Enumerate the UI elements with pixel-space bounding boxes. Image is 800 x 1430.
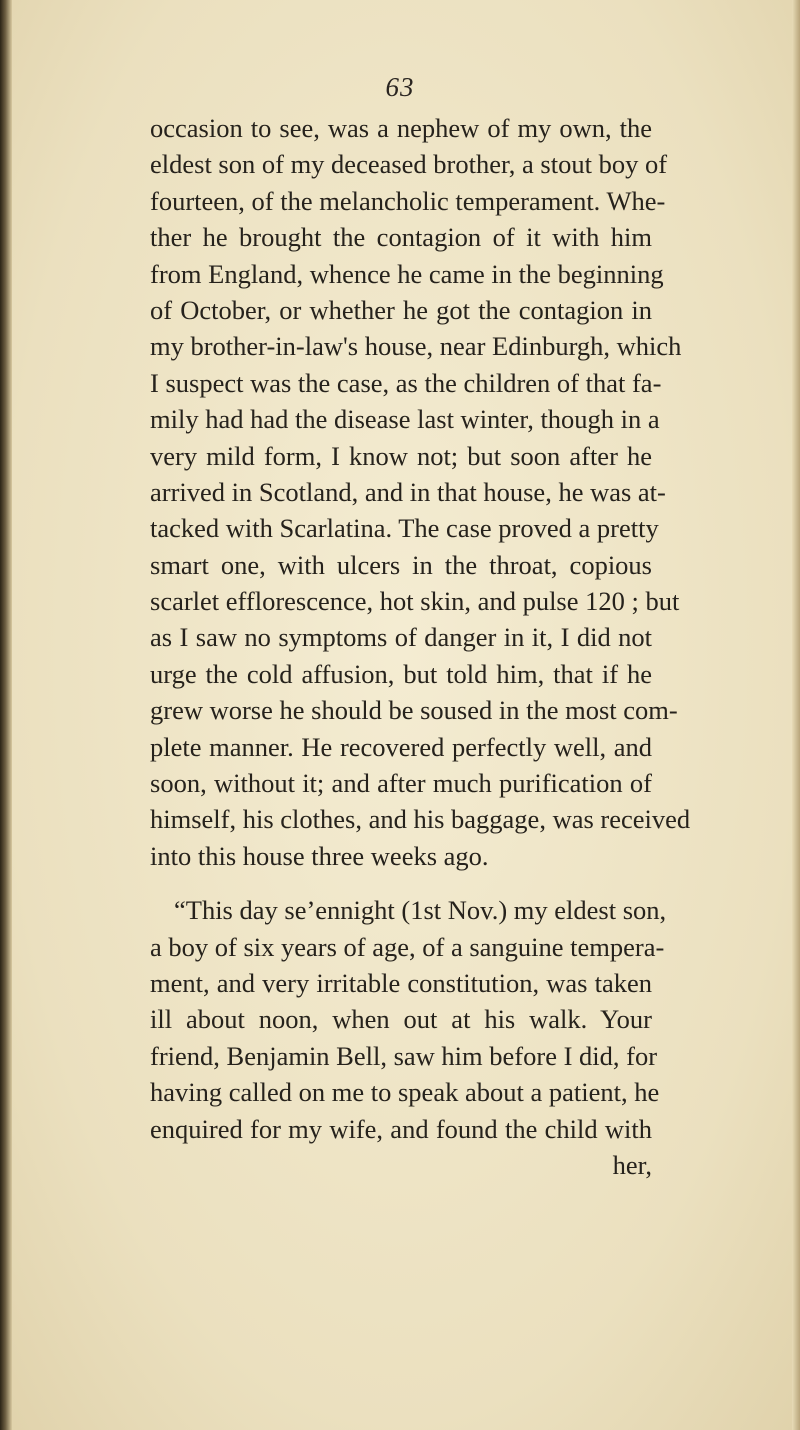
text-line: himself, his clothes, and his baggage, was received xyxy=(150,804,691,835)
text-line: from England, whence he came in the beginning xyxy=(150,258,664,289)
paragraph-1 xyxy=(150,110,691,874)
text-line: of October, or whether he got the contagion in xyxy=(150,294,652,325)
text-line: enquired for my wife, and found the child with xyxy=(150,1113,652,1144)
text-line: fourteen, of the melancholic temperament. Whe- xyxy=(150,185,666,216)
text-line: ther he brought the contagion of it with him xyxy=(150,222,652,253)
text-line: urge the cold affusion, but told him, that if he xyxy=(150,658,652,689)
text-line: my brother-in-law's house, near Edinburgh, which xyxy=(150,331,682,362)
text-line: a boy of six years of age, of a sanguine tempera- xyxy=(150,931,665,962)
text-line: smart one, with ulcers in the throat, copious xyxy=(150,549,652,580)
text-line: tacked with Scarlatina. The case proved a pretty xyxy=(150,513,659,544)
text-line: friend, Benjamin Bell, saw him before I did, for xyxy=(150,1040,658,1071)
text-line: as I saw no symptoms of danger in it, I did not xyxy=(150,622,652,653)
text-line: mily had had the disease last winter, though in a xyxy=(150,404,660,435)
text-line: ill about noon, when out at his walk. Your xyxy=(150,1004,652,1035)
body-text xyxy=(150,110,691,1183)
paragraph-2 xyxy=(150,892,667,1147)
text-line: soon, without it; and after much purification of xyxy=(150,768,652,799)
text-line: eldest son of my deceased brother, a stout boy of xyxy=(150,149,668,180)
page-edge xyxy=(792,0,800,1430)
text-line: occasion to see, was a nephew of my own, the xyxy=(150,113,652,143)
text-line: plete manner. He recovered perfectly well, and xyxy=(150,731,652,762)
text-line: into this house three weeks ago. xyxy=(150,840,489,871)
binding-gutter xyxy=(0,0,12,1430)
text-line: arrived in Scotland, and in that house, he was at- xyxy=(150,476,666,507)
text-line: very mild form, I know not; but soon after he xyxy=(150,440,652,471)
text-line: grew worse he should be soused in the most com- xyxy=(150,695,678,726)
text-line: scarlet efflorescence, hot skin, and pulse 120 ; but xyxy=(150,586,680,617)
text-line: having called on me to speak about a patient, he xyxy=(150,1077,660,1108)
paragraph-gap xyxy=(150,874,652,892)
text-line: “This day se’ennight (1st Nov.) my eldest son, xyxy=(174,895,667,926)
text-line: ment, and very irritable constitution, was taken xyxy=(150,967,652,998)
catchword: her, xyxy=(612,1149,652,1180)
text-line: I suspect was the case, as the children of that fa- xyxy=(150,367,662,398)
page-number: 63 xyxy=(385,72,415,102)
